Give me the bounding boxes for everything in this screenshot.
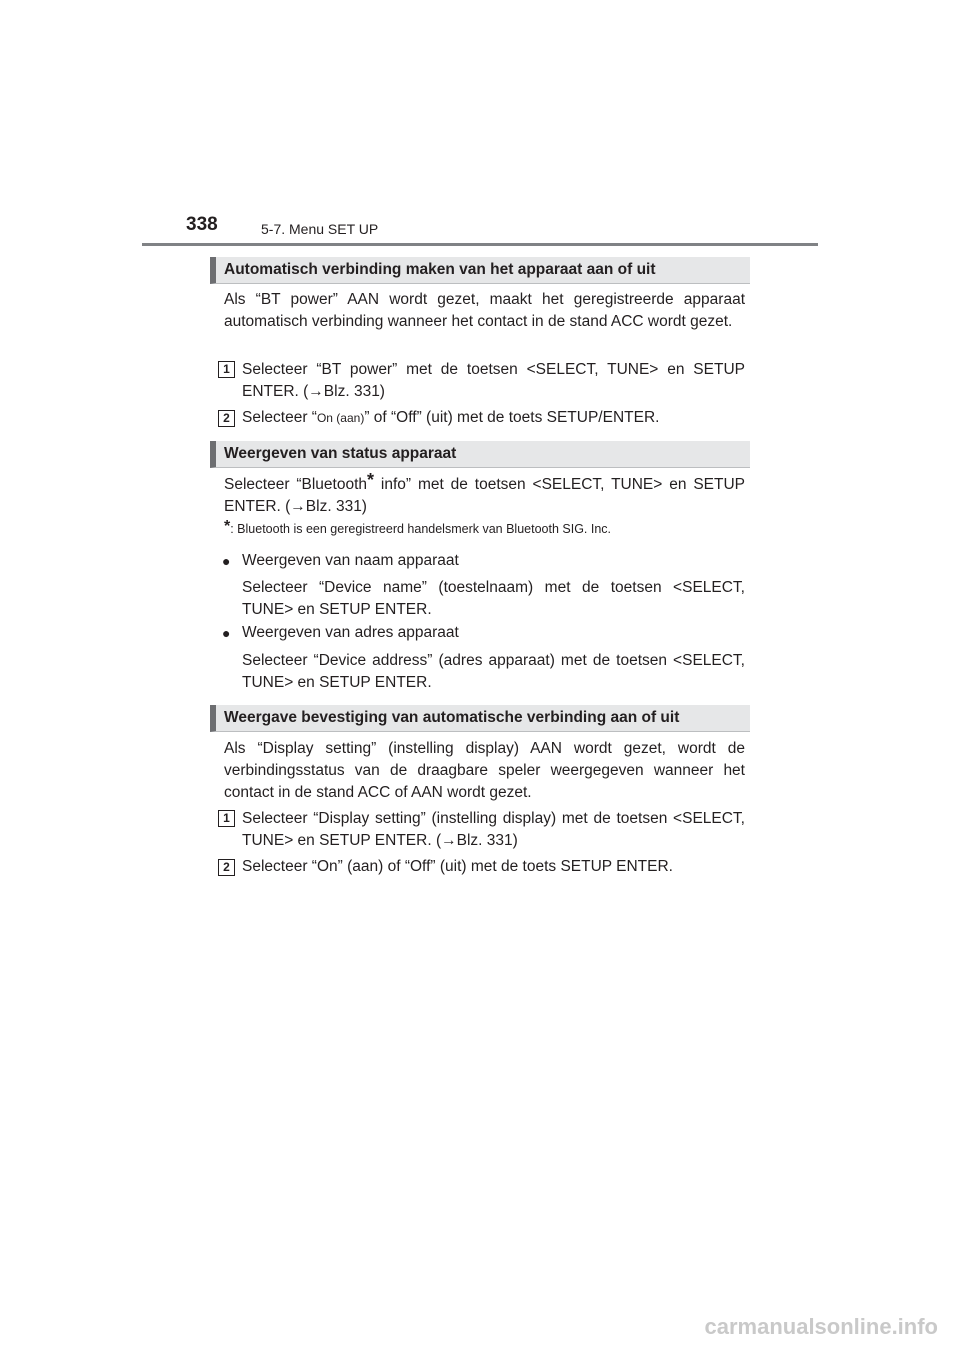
step-number-box: 1: [218, 361, 235, 378]
section-title: Weergave bevestiging van automatische verbinding aan of uit: [224, 709, 680, 726]
section-title: Weergeven van status apparaat: [224, 445, 457, 462]
asterisk-mark: *: [367, 470, 375, 490]
intro-text-end: info” met de toetsen <SELECT, TUNE> en SETUP ENTER. (→Blz. 331): [224, 476, 745, 515]
step-number-box: 1: [218, 810, 235, 827]
bullet-icon: ●: [222, 553, 231, 569]
section-heading-display-confirmation: [210, 705, 750, 732]
step-number-box: 2: [218, 859, 235, 876]
intro-paragraph: [224, 470, 745, 518]
intro-paragraph: Als “BT power” AAN wordt gezet, maakt het geregistreerde apparaat automatisch verbinding wanneer het contact in de stand ACC wordt gezet.: [224, 291, 745, 330]
step-text-small: On (aan): [316, 411, 365, 425]
section-title: Automatisch verbinding maken van het apparaat aan of uit: [224, 261, 656, 278]
step-text: [242, 407, 745, 429]
footnote-text: : Bluetooth is een geregistreerd handelsmerk van Bluetooth SIG. Inc.: [230, 522, 612, 536]
page-number: 338: [186, 214, 218, 235]
intro-paragraph: Als “Display setting” (instelling display) AAN wordt gezet, wordt de verbindingsstatus van de draagbare speler weergegeven wanneer het contact in de stand ACC of AAN wordt gezet.: [224, 740, 745, 801]
bullet-title: Weergeven van naam apparaat: [242, 552, 459, 569]
bullet-icon: ●: [222, 625, 231, 641]
watermark: carmanualsonline.info: [704, 1314, 938, 1339]
step-text-end: ” of “Off” (uit) met de toets SETUP/ENTER.: [364, 409, 660, 426]
footnote: [224, 518, 612, 536]
bullet-text: Selecteer “Device name” (toestelnaam) met de toetsen <SELECT, TUNE> en SETUP ENTER.: [242, 579, 745, 618]
intro-text-start: Selecteer “Bluetooth: [224, 476, 368, 493]
bullet-text: Selecteer “Device address” (adres apparaat) met de toetsen <SELECT, TUNE> en SETUP ENTER.: [242, 652, 745, 691]
section-heading-device-status: [210, 441, 750, 468]
bullet-title: Weergeven van adres apparaat: [242, 624, 459, 641]
step-text-start: Selecteer “: [242, 409, 317, 426]
asterisk-mark: *: [224, 518, 231, 535]
step-text: Selecteer “BT power” met de toetsen <SELECT, TUNE> en SETUP ENTER. (→Blz. 331): [242, 361, 745, 400]
header-rule: [142, 243, 818, 246]
section-heading-auto-connect: [210, 257, 750, 284]
step-text: Selecteer “Display setting” (instelling display) met de toetsen <SELECT, TUNE> en SETUP ENTER. (→Blz. 331): [242, 810, 745, 849]
chapter-title: 5-7. Menu SET UP: [261, 221, 379, 237]
step-number-box: 2: [218, 410, 235, 427]
step-text: Selecteer “On” (aan) of “Off” (uit) met de toets SETUP ENTER.: [242, 858, 673, 875]
